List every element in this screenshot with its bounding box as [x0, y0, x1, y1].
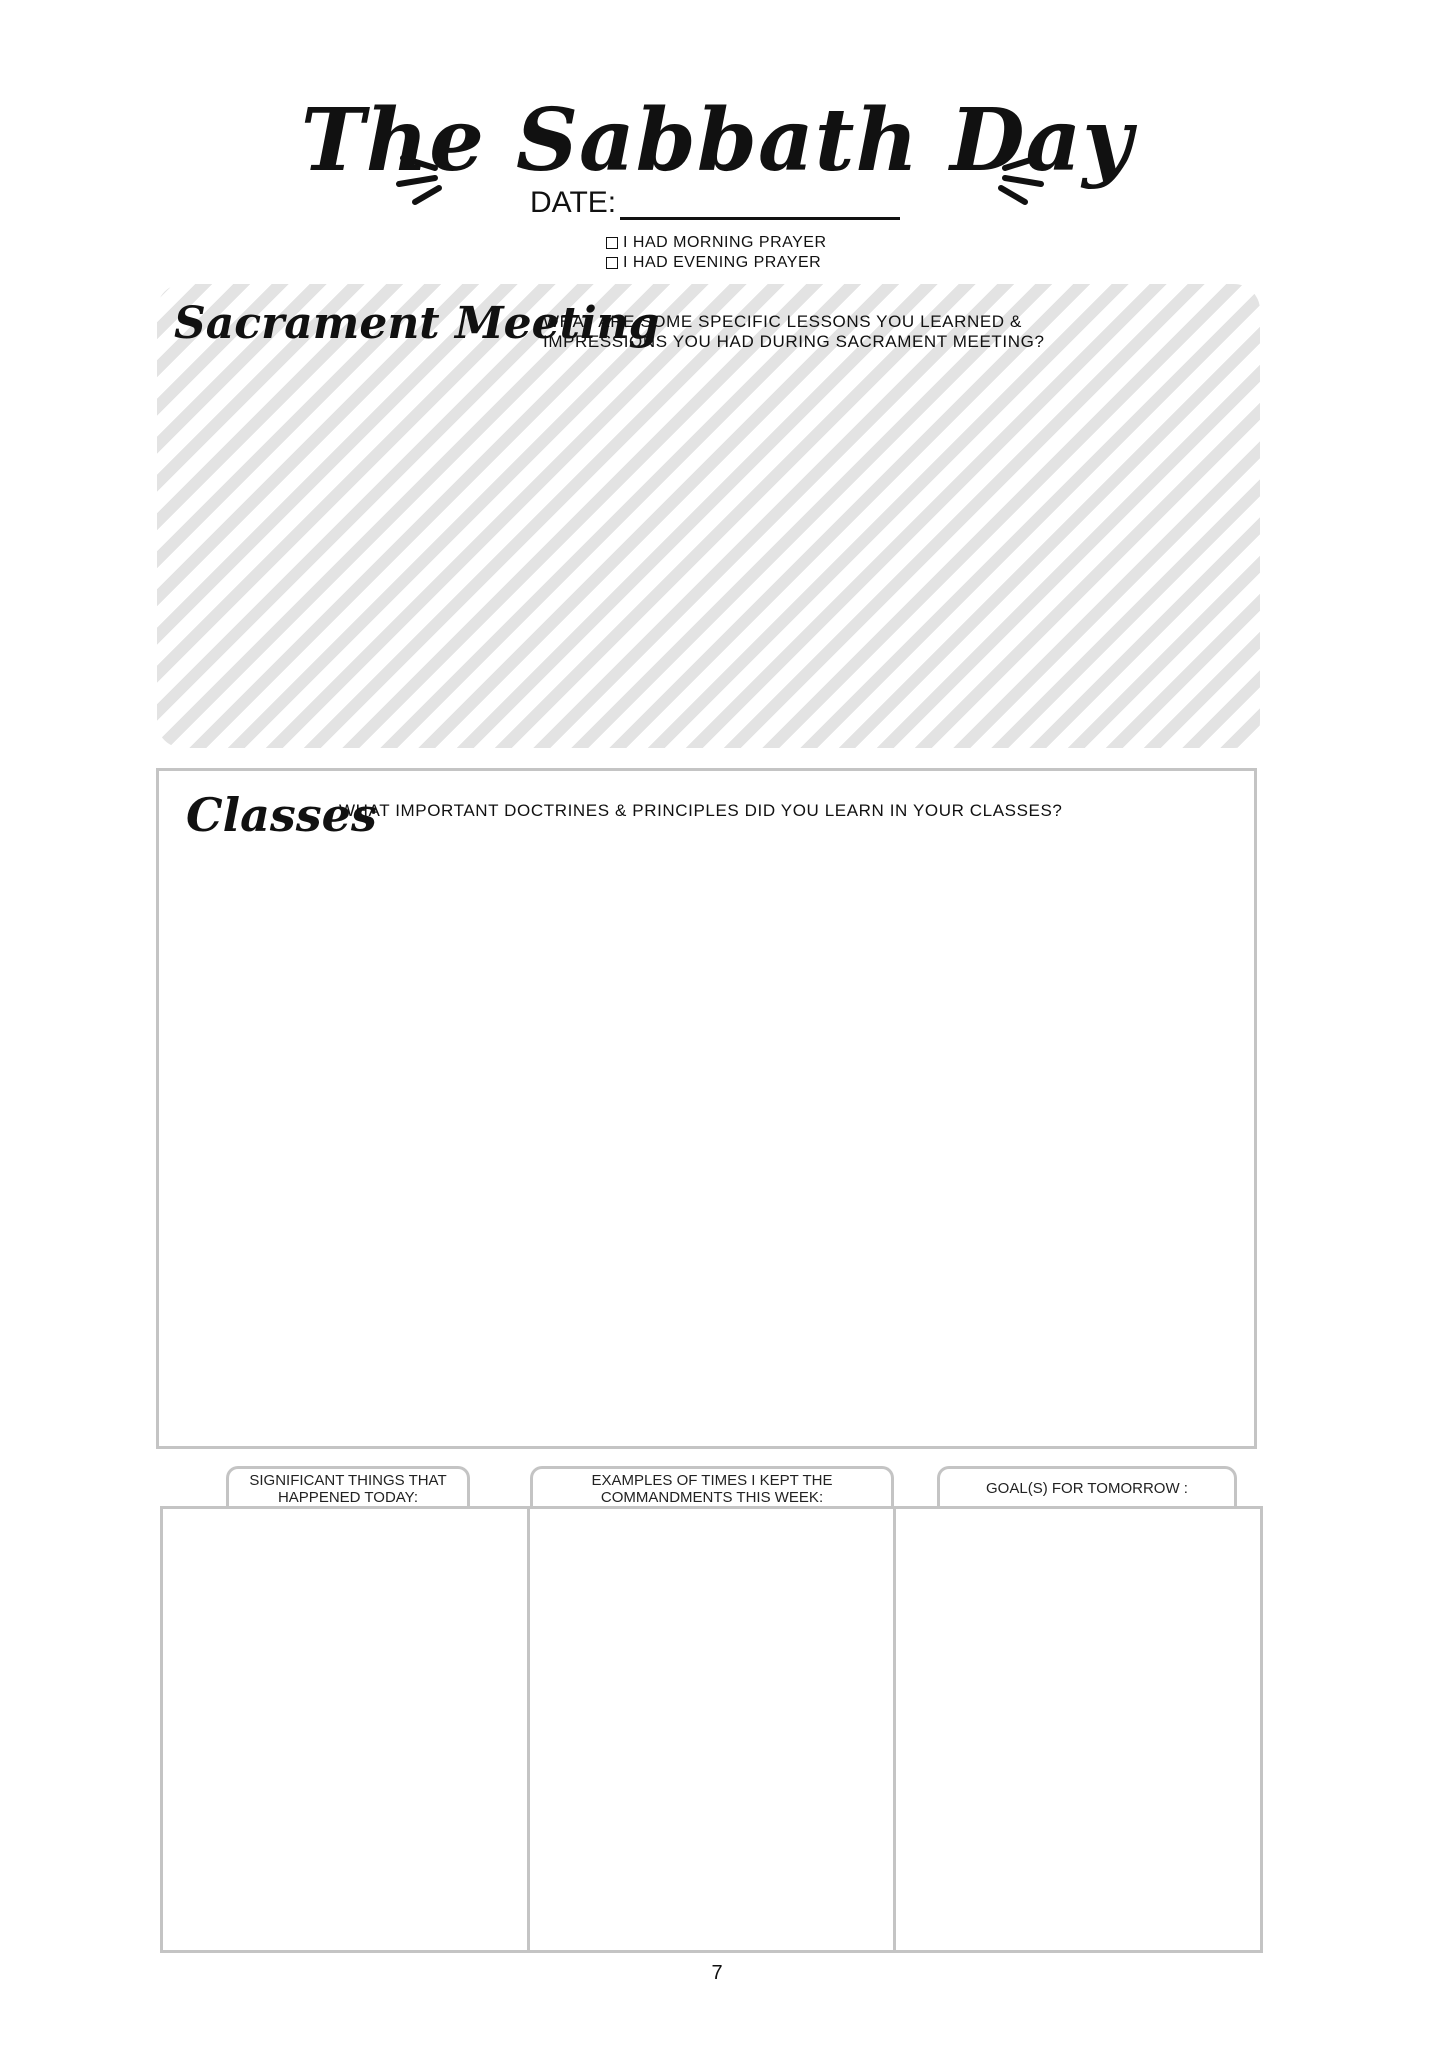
- morning-prayer-checkbox[interactable]: [606, 234, 827, 252]
- sacrament-meeting-writing-area[interactable]: [157, 284, 1260, 748]
- bottom-writing-grid: [160, 1506, 1263, 1953]
- tab-label-line: COMMANDMENTS THIS WEEK:: [600, 1488, 824, 1506]
- classes-title: Classes: [186, 788, 377, 842]
- tab-kept-commandments: [530, 1466, 894, 1508]
- date-field[interactable]: [530, 186, 900, 220]
- prompt-line: WHAT ARE SOME SPECIFIC LESSONS YOU LEARNED &: [543, 312, 1022, 331]
- evening-prayer-checkbox[interactable]: [606, 254, 821, 272]
- evening-prayer-label: I HAD EVENING PRAYER: [623, 254, 822, 271]
- tab-goals-tomorrow: [937, 1466, 1237, 1508]
- sacrament-meeting-title: Sacrament Meeting: [174, 298, 660, 349]
- kept-commandments-writing-area[interactable]: [527, 1509, 894, 1950]
- tab-label-line: EXAMPLES OF TIMES I KEPT THE: [591, 1471, 833, 1489]
- tab-label-line: GOAL(S) FOR TOMORROW :: [986, 1480, 1188, 1497]
- goals-tomorrow-writing-area[interactable]: [893, 1509, 1260, 1950]
- tab-significant-things: [226, 1466, 470, 1508]
- tab-label-line: HAPPENED TODAY:: [277, 1488, 419, 1506]
- significant-things-writing-area[interactable]: [163, 1509, 527, 1950]
- sacrament-meeting-prompt: [543, 312, 1103, 352]
- classes-prompt: WHAT IMPORTANT DOCTRINES & PRINCIPLES DID YOU LEARN IN YOUR CLASSES?: [339, 801, 1063, 820]
- date-label: DATE:: [530, 186, 617, 219]
- tab-label-line: SIGNIFICANT THINGS THAT: [249, 1471, 447, 1489]
- page-number: 7: [711, 1962, 723, 1984]
- page-title: The Sabbath Day: [300, 90, 1134, 191]
- date-input-line[interactable]: [620, 191, 900, 220]
- morning-prayer-label: I HAD MORNING PRAYER: [623, 234, 827, 251]
- checkbox-icon[interactable]: [606, 237, 618, 249]
- checkbox-icon[interactable]: [606, 257, 618, 269]
- prompt-line: IMPRESSIONS YOU HAD DURING SACRAMENT MEETING?: [543, 332, 1045, 351]
- classes-writing-area[interactable]: [156, 768, 1257, 1449]
